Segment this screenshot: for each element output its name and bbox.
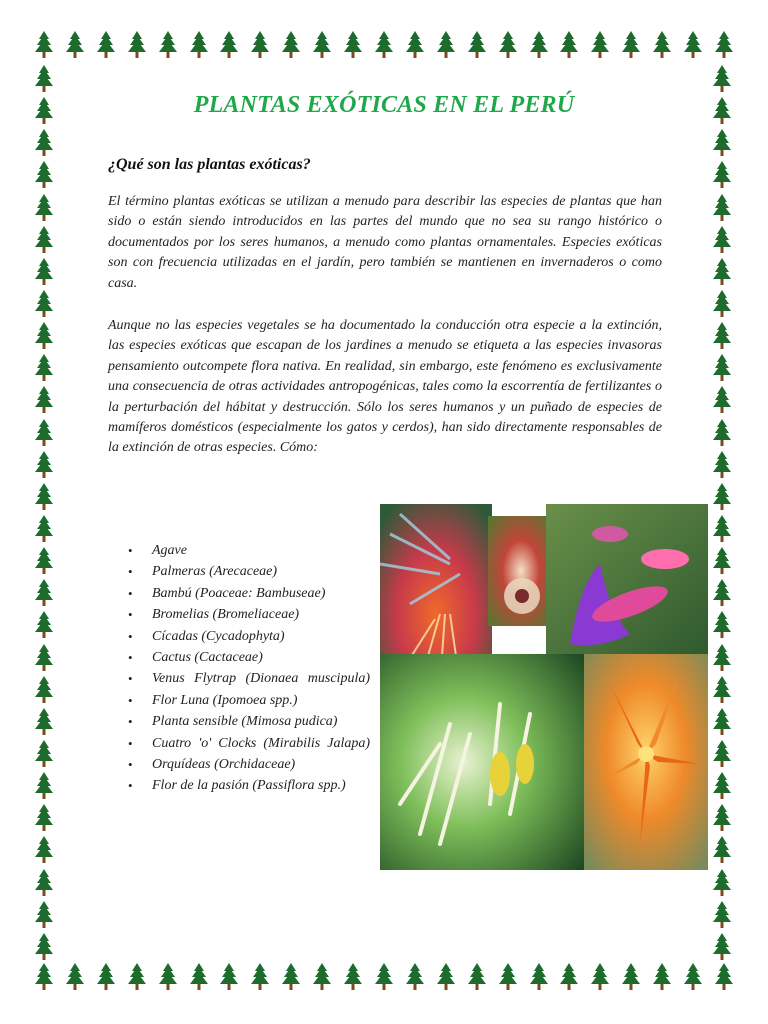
pine-tree-icon xyxy=(405,30,425,60)
pine-tree-icon xyxy=(34,771,54,801)
pine-tree-icon xyxy=(34,321,54,351)
pine-tree-icon xyxy=(34,610,54,640)
pine-tree-icon xyxy=(467,962,487,992)
list-item: • Orquídeas (Orchidaceae) xyxy=(108,754,370,775)
pine-tree-icon xyxy=(374,962,394,992)
pine-tree-icon xyxy=(34,643,54,673)
pine-tree-icon xyxy=(712,707,732,737)
pine-tree-icon xyxy=(436,962,456,992)
pine-tree-icon xyxy=(34,64,54,94)
pine-tree-icon xyxy=(712,385,732,415)
pine-tree-icon xyxy=(590,962,610,992)
pine-tree-icon xyxy=(621,962,641,992)
pine-tree-icon xyxy=(712,739,732,769)
pine-tree-icon xyxy=(34,128,54,158)
pine-tree-icon xyxy=(498,30,518,60)
pine-tree-icon xyxy=(712,64,732,94)
pine-tree-icon xyxy=(34,739,54,769)
pine-tree-icon xyxy=(590,30,610,60)
pine-tree-icon xyxy=(712,128,732,158)
pine-tree-icon xyxy=(65,30,85,60)
pine-tree-icon xyxy=(34,868,54,898)
pine-tree-icon xyxy=(529,30,549,60)
plant-list xyxy=(108,540,370,797)
pine-tree-icon xyxy=(34,707,54,737)
list-item: • Venus Flytrap (Dionaea muscipula) xyxy=(108,668,370,689)
pine-tree-icon xyxy=(281,962,301,992)
pine-tree-icon xyxy=(712,546,732,576)
pine-tree-icon xyxy=(529,962,549,992)
pine-tree-icon xyxy=(96,30,116,60)
pine-tree-icon xyxy=(34,450,54,480)
pine-tree-icon xyxy=(189,962,209,992)
page-title: PLANTAS EXÓTICAS EN EL PERÚ xyxy=(193,92,575,118)
pine-tree-icon xyxy=(219,962,239,992)
pine-tree-icon xyxy=(712,771,732,801)
pine-tree-icon xyxy=(127,30,147,60)
pine-tree-icon xyxy=(34,962,54,992)
pine-tree-icon xyxy=(34,30,54,60)
pine-tree-icon xyxy=(65,962,85,992)
flower-collage-image xyxy=(380,504,708,870)
pine-tree-icon xyxy=(34,418,54,448)
list-item: • Cícadas (Cycadophyta) xyxy=(108,626,370,647)
pine-tree-icon xyxy=(312,962,332,992)
tree-border-top xyxy=(34,30,734,64)
pine-tree-icon xyxy=(343,962,363,992)
pine-tree-icon xyxy=(712,610,732,640)
list-item: • Flor de la pasión (Passiflora spp.) xyxy=(108,775,370,796)
pine-tree-icon xyxy=(712,868,732,898)
pine-tree-icon xyxy=(712,932,732,962)
pine-tree-icon xyxy=(652,30,672,60)
pine-tree-icon xyxy=(34,257,54,287)
pine-tree-icon xyxy=(467,30,487,60)
pine-tree-icon xyxy=(34,803,54,833)
pine-tree-icon xyxy=(127,962,147,992)
pine-tree-icon xyxy=(34,225,54,255)
pine-tree-icon xyxy=(158,30,178,60)
paragraph-definition: El término plantas exóticas se utilizan a menudo para describir las especies de plantas que han sido o están siendo introducidos en las partes del mundo que no sea su rango histórico o documentados por los seres humanos, a menudo como plantas ornamentales. Especies exóticas son con frecuencia utilizadas en el jardín, pero también se mantienen en invernaderos o como casa. xyxy=(108,194,662,291)
tree-border-right xyxy=(712,64,732,962)
pine-tree-icon xyxy=(712,803,732,833)
list-item: • Flor Luna (Ipomoea spp.) xyxy=(108,690,370,711)
pine-tree-icon xyxy=(712,675,732,705)
paragraph-extinction: Aunque no las especies vegetales se ha documentado la conducción otra especie a la extinción, las especies exóticas que escapan de los jardines a menudo se etiqueta a las especies invasoras pensamiento outcompete flora nativa. En realidad, sin embargo, este fenómeno es exclusivamente una consecuencia de otras actividades antropogénicas, tales como la escorrentía de fertilizantes o la perturbación del hábitat y destrucción. Sólo los seres humanos y un puñado de especies de mamíferos domésticos (especialmente los gatos y cerdos), han sido directamente responsables de la extinción de otras especies. Cómo: xyxy=(108,318,662,456)
pine-tree-icon xyxy=(712,835,732,865)
pine-tree-icon xyxy=(34,546,54,576)
pine-tree-icon xyxy=(712,514,732,544)
list-item: • Cactus (Cactaceae) xyxy=(108,647,370,668)
pine-tree-icon xyxy=(34,514,54,544)
pine-tree-icon xyxy=(712,578,732,608)
list-item: • Bromelias (Bromeliaceae) xyxy=(108,604,370,625)
pine-tree-icon xyxy=(34,675,54,705)
pine-tree-icon xyxy=(683,30,703,60)
pine-tree-icon xyxy=(559,962,579,992)
pine-tree-icon xyxy=(714,962,734,992)
list-item: • Palmeras (Arecaceae) xyxy=(108,561,370,582)
pine-tree-icon xyxy=(559,30,579,60)
pine-tree-icon xyxy=(34,482,54,512)
pine-tree-icon xyxy=(683,962,703,992)
pine-tree-icon xyxy=(712,482,732,512)
pine-tree-icon xyxy=(34,289,54,319)
pine-tree-icon xyxy=(405,962,425,992)
tree-border-bottom xyxy=(34,962,734,996)
pine-tree-icon xyxy=(34,353,54,383)
pine-tree-icon xyxy=(712,321,732,351)
pine-tree-icon xyxy=(714,30,734,60)
pine-tree-icon xyxy=(34,578,54,608)
pine-tree-icon xyxy=(712,643,732,673)
pine-tree-icon xyxy=(250,962,270,992)
pine-tree-icon xyxy=(712,160,732,190)
pine-tree-icon xyxy=(621,30,641,60)
pine-tree-icon xyxy=(312,30,332,60)
pine-tree-icon xyxy=(712,900,732,930)
pine-tree-icon xyxy=(34,932,54,962)
pine-tree-icon xyxy=(343,30,363,60)
pine-tree-icon xyxy=(436,30,456,60)
pine-tree-icon xyxy=(712,193,732,223)
pine-tree-icon xyxy=(189,30,209,60)
pine-tree-icon xyxy=(712,450,732,480)
pine-tree-icon xyxy=(34,835,54,865)
pine-tree-icon xyxy=(712,225,732,255)
pine-tree-icon xyxy=(281,30,301,60)
pine-tree-icon xyxy=(219,30,239,60)
list-item: • Agave xyxy=(108,540,370,561)
pine-tree-icon xyxy=(250,30,270,60)
pine-tree-icon xyxy=(34,160,54,190)
list-item: • Bambú (Poaceae: Bambuseae) xyxy=(108,583,370,604)
pine-tree-icon xyxy=(498,962,518,992)
pine-tree-icon xyxy=(374,30,394,60)
pine-tree-icon xyxy=(158,962,178,992)
pine-tree-icon xyxy=(96,962,116,992)
pine-tree-icon xyxy=(712,353,732,383)
pine-tree-icon xyxy=(712,257,732,287)
list-item: • Planta sensible (Mimosa pudica) xyxy=(108,711,370,732)
list-item: • Cuatro 'o' Clocks (Mirabilis Jalapa) xyxy=(108,733,370,754)
pine-tree-icon xyxy=(34,193,54,223)
pine-tree-icon xyxy=(712,289,732,319)
pine-tree-icon xyxy=(652,962,672,992)
tree-border-left xyxy=(34,64,54,962)
pine-tree-icon xyxy=(712,418,732,448)
section-heading: ¿Qué son las plantas exóticas? xyxy=(108,156,311,173)
pine-tree-icon xyxy=(34,900,54,930)
pine-tree-icon xyxy=(34,385,54,415)
